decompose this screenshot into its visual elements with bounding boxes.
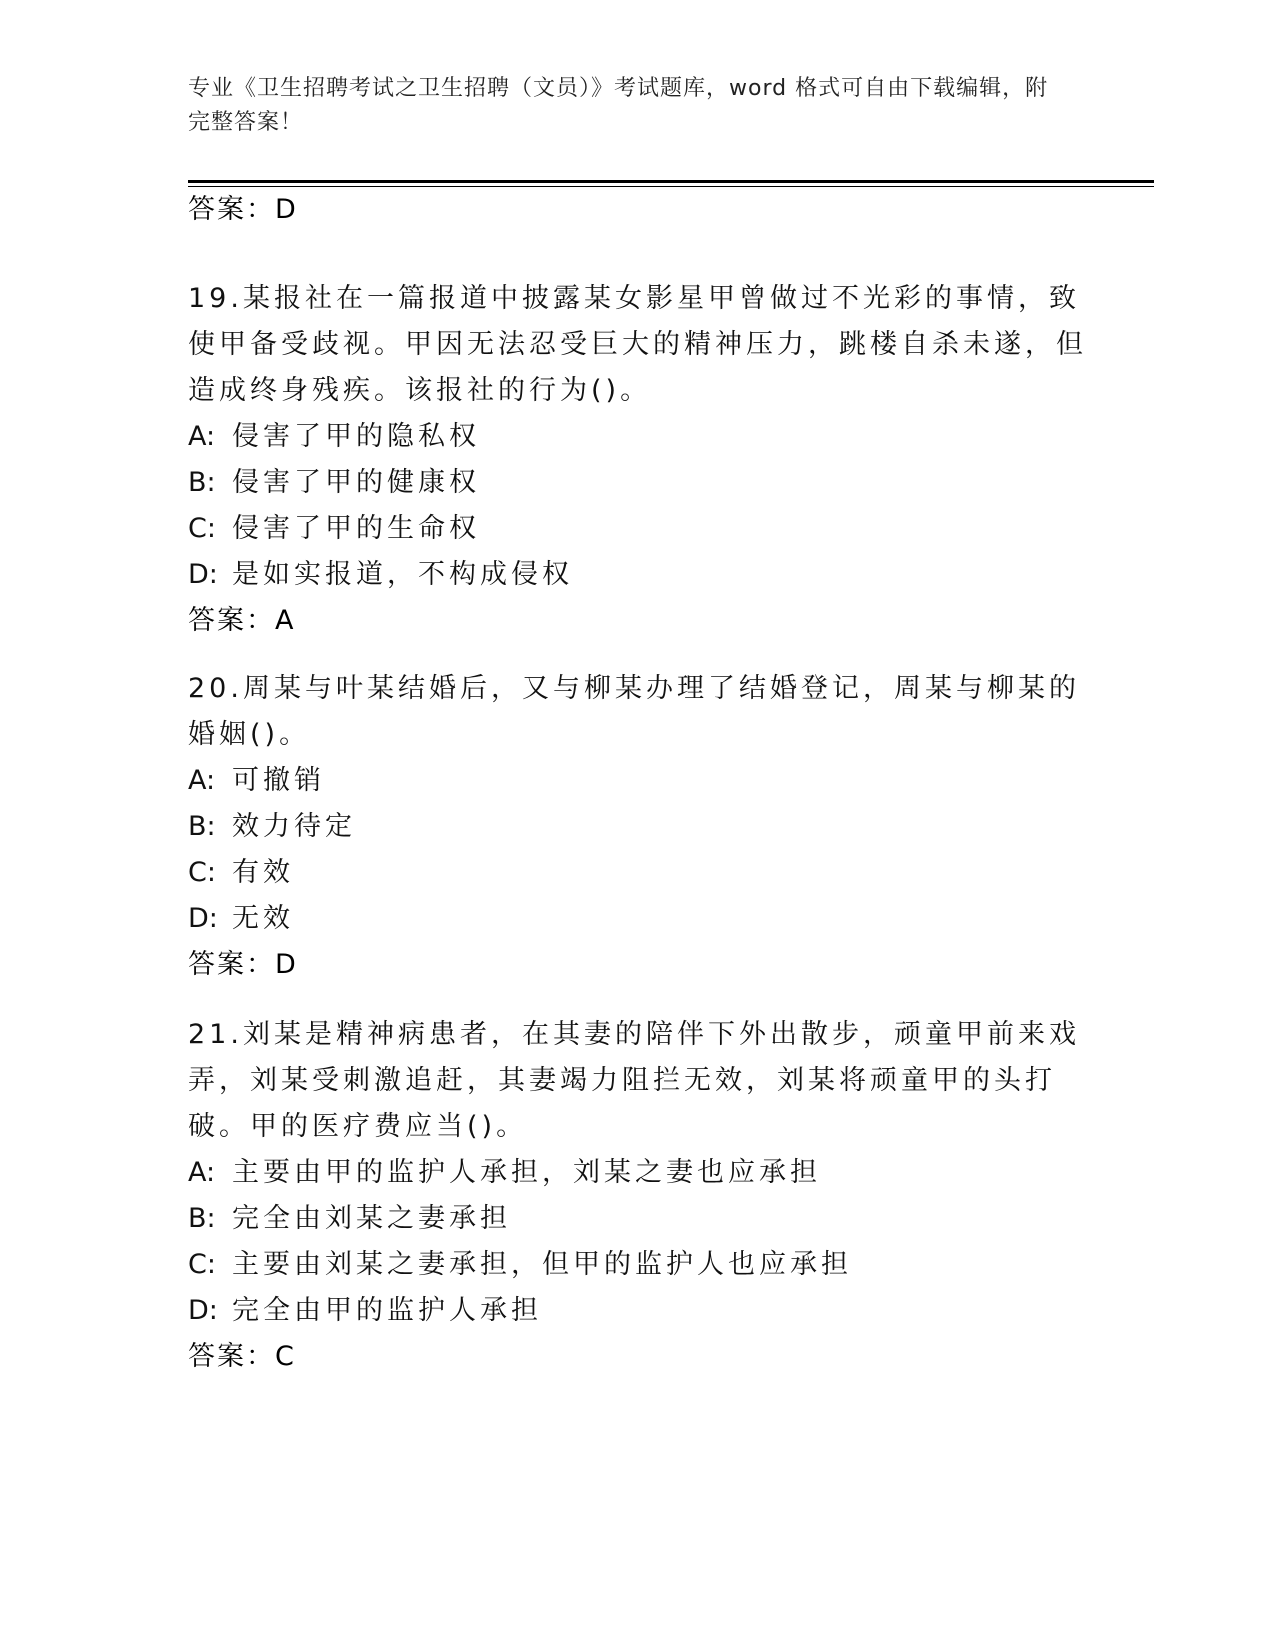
option-a [188,758,1088,804]
previous-answer: 答案：D [188,194,298,225]
option-text: 主要由刘某之妻承担，但甲的监护人也应承担 [232,1249,852,1280]
option-letter: C: [188,857,216,888]
option-letter: A: [188,421,216,452]
option-a [188,1150,1088,1196]
question-stem: 20.周某与叶某结婚后，又与柳某办理了结婚登记，周某与柳某的婚姻()。 [188,673,1080,750]
answer: 答案：A [188,605,296,636]
option-a [188,414,1088,460]
option-text: 侵害了甲的隐私权 [232,421,480,452]
option-letter: B: [188,1203,216,1234]
option-letter: B: [188,811,216,842]
option-b [188,1196,1088,1242]
option-letter: D: [188,903,218,934]
option-b [188,804,1088,850]
document-header: 专业《卫生招聘考试之卫生招聘（文员）》考试题库，word 格式可自由下载编辑，附完整答案！ [188,76,1049,135]
question-20 [188,666,1088,988]
answer: 答案：C [188,1341,296,1372]
question-21 [188,1012,1088,1380]
question-stem: 19.某报社在一篇报道中披露某女影星甲曾做过不光彩的事情，致使甲备受歧视。甲因无法忍受巨大的精神压力，跳楼自杀未遂，但造成终身残疾。该报社的行为()。 [188,283,1087,406]
header-divider-thin [188,186,1154,187]
option-d [188,552,1088,598]
option-letter: B: [188,467,216,498]
option-text: 是如实报道，不构成侵权 [232,559,573,590]
question-19 [188,276,1088,644]
option-d [188,896,1088,942]
option-letter: A: [188,765,216,796]
option-letter: D: [188,1295,218,1326]
option-c [188,850,1088,896]
option-text: 完全由甲的监护人承担 [232,1295,542,1326]
option-d [188,1288,1088,1334]
option-letter: D: [188,559,218,590]
answer: 答案：D [188,949,298,980]
option-letter: C: [188,1249,216,1280]
header-divider-thick [188,180,1154,183]
option-b [188,460,1088,506]
option-text: 侵害了甲的生命权 [232,513,480,544]
option-letter: A: [188,1157,216,1188]
question-stem: 21.刘某是精神病患者，在其妻的陪伴下外出散步，顽童甲前来戏弄，刘某受刺激追赶，其妻竭力阻拦无效，刘某将顽童甲的头打破。甲的医疗费应当()。 [188,1019,1080,1142]
option-text: 可撤销 [232,765,325,796]
option-text: 侵害了甲的健康权 [232,467,480,498]
option-text: 效力待定 [232,811,356,842]
option-c [188,1242,1088,1288]
option-c [188,506,1088,552]
option-letter: C: [188,513,216,544]
option-text: 主要由甲的监护人承担，刘某之妻也应承担 [232,1157,821,1188]
option-text: 无效 [232,903,294,934]
option-text: 有效 [232,857,294,888]
option-text: 完全由刘某之妻承担 [232,1203,511,1234]
